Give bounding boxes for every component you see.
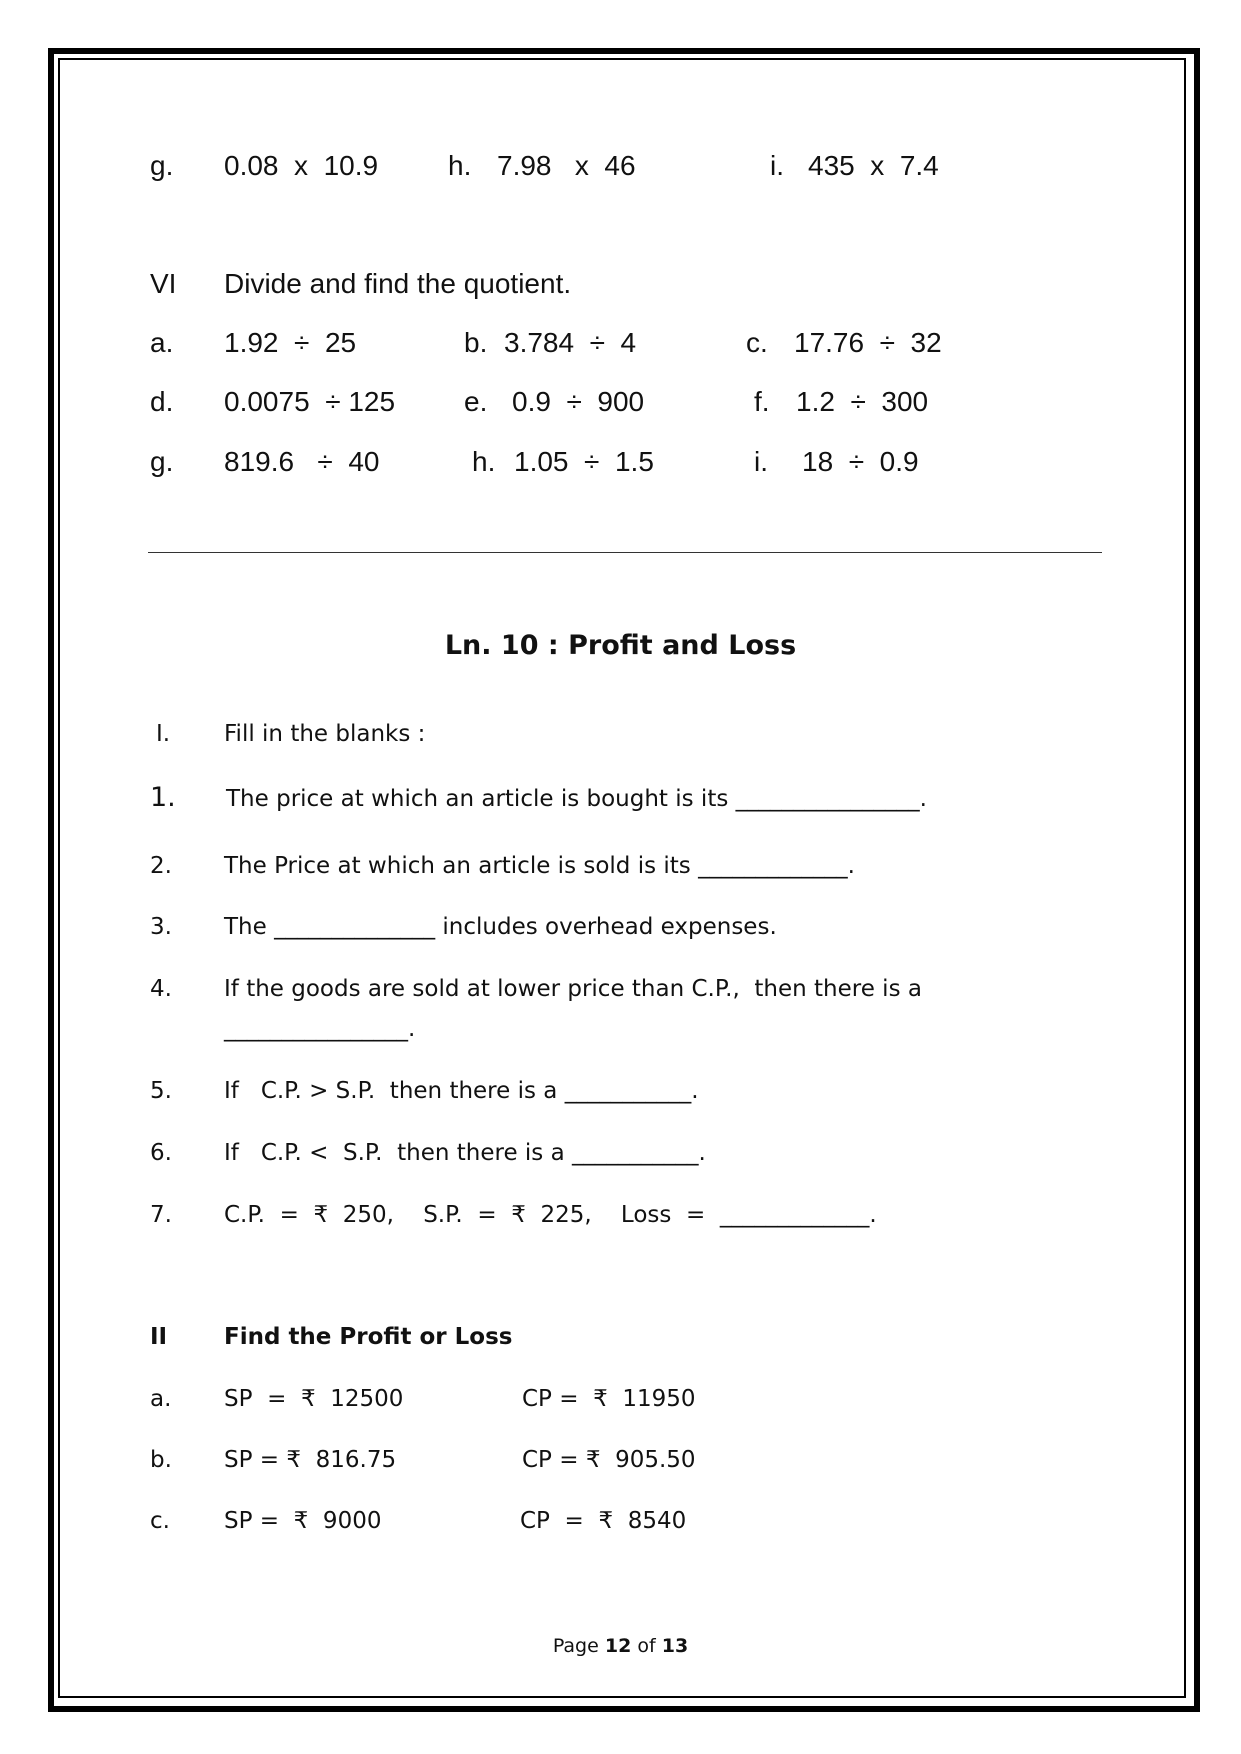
- profit-a-sp: SP = ₹ 12500: [224, 1386, 404, 1412]
- mult-h-expr: 7.98 x 46: [497, 150, 636, 181]
- profit-b-cp: CP = ₹ 905.50: [522, 1447, 696, 1473]
- page-footer: [0, 1635, 1241, 1657]
- fill-item-4-number: 4.: [150, 976, 172, 1002]
- div-e-label: e.: [464, 386, 488, 417]
- div-e-expr: 0.9 ÷ 900: [512, 386, 645, 417]
- section-ii-number: II: [150, 1324, 168, 1350]
- div-f-label: f.: [754, 386, 770, 417]
- div-c-expr: 17.76 ÷ 32: [794, 327, 942, 358]
- div-g-expr: 819.6 ÷ 40: [224, 446, 380, 477]
- section-divider: [148, 552, 1102, 553]
- profit-c-label: c.: [150, 1508, 170, 1534]
- section-i-heading: Fill in the blanks :: [224, 721, 426, 747]
- div-b-expr: 3.784 ÷ 4: [504, 327, 637, 358]
- mult-i-label: i.: [770, 150, 784, 181]
- fill-item-2-number: 2.: [150, 853, 172, 879]
- div-h-label: h.: [472, 446, 496, 477]
- div-a-label: a.: [150, 327, 174, 358]
- profit-c-sp: SP = ₹ 9000: [224, 1508, 382, 1534]
- footer-current-page: 12: [604, 1635, 632, 1657]
- profit-b-label: b.: [150, 1447, 172, 1473]
- fill-item-3-number: 3.: [150, 914, 172, 940]
- fill-item-5-text: If C.P. > S.P. then there is a ___________.: [224, 1078, 699, 1104]
- div-d-expr: 0.0075 ÷ 125: [224, 386, 396, 417]
- fill-item-1-number: 1.: [150, 782, 176, 813]
- profit-b-sp: SP = ₹ 816.75: [224, 1447, 397, 1473]
- fill-item-3-text: The ______________ includes overhead expenses.: [224, 914, 777, 940]
- fill-item-7-number: 7.: [150, 1202, 172, 1228]
- fill-item-1-text: The price at which an article is bought is its ________________.: [226, 786, 927, 812]
- fill-item-6-text: If C.P. < S.P. then there is a ___________.: [224, 1140, 706, 1166]
- div-a-expr: 1.92 ÷ 25: [224, 327, 357, 358]
- div-g-label: g.: [150, 446, 174, 477]
- mult-g-label: g.: [150, 150, 174, 181]
- fill-item-5-number: 5.: [150, 1078, 172, 1104]
- div-c-label: c.: [746, 327, 768, 358]
- div-i-expr: 18 ÷ 0.9: [802, 446, 919, 477]
- div-d-label: d.: [150, 386, 174, 417]
- section-i-number: I.: [156, 721, 171, 747]
- footer-page-word: Page: [552, 1635, 599, 1657]
- footer-total-pages: 13: [661, 1635, 689, 1657]
- fill-item-4-text: If the goods are sold at lower price than C.P., then there is a: [224, 976, 922, 1002]
- profit-a-label: a.: [150, 1386, 172, 1412]
- div-b-label: b.: [464, 327, 488, 358]
- fill-item-4-blank: ________________.: [224, 1016, 416, 1042]
- profit-c-cp: CP = ₹ 8540: [520, 1508, 687, 1534]
- profit-a-cp: CP = ₹ 11950: [522, 1386, 696, 1412]
- fill-item-6-number: 6.: [150, 1140, 172, 1166]
- div-f-expr: 1.2 ÷ 300: [796, 386, 929, 417]
- section-ii-heading: Find the Profit or Loss: [224, 1324, 513, 1350]
- mult-i-expr: 435 x 7.4: [808, 150, 939, 181]
- footer-of-word: of: [637, 1635, 656, 1657]
- mult-h-label: h.: [448, 150, 472, 181]
- div-h-expr: 1.05 ÷ 1.5: [514, 446, 654, 477]
- fill-item-7-text: C.P. = ₹ 250, S.P. = ₹ 225, Loss = _____________.: [224, 1202, 877, 1228]
- mult-g-expr: 0.08 x 10.9: [224, 150, 379, 181]
- div-i-label: i.: [754, 446, 768, 477]
- section-vi-heading: Divide and find the quotient.: [224, 268, 572, 299]
- section-vi-number: VI: [150, 268, 177, 299]
- fill-item-2-text: The Price at which an article is sold is its _____________.: [224, 853, 855, 879]
- lesson-title: Ln. 10 : Profit and Loss: [444, 630, 797, 661]
